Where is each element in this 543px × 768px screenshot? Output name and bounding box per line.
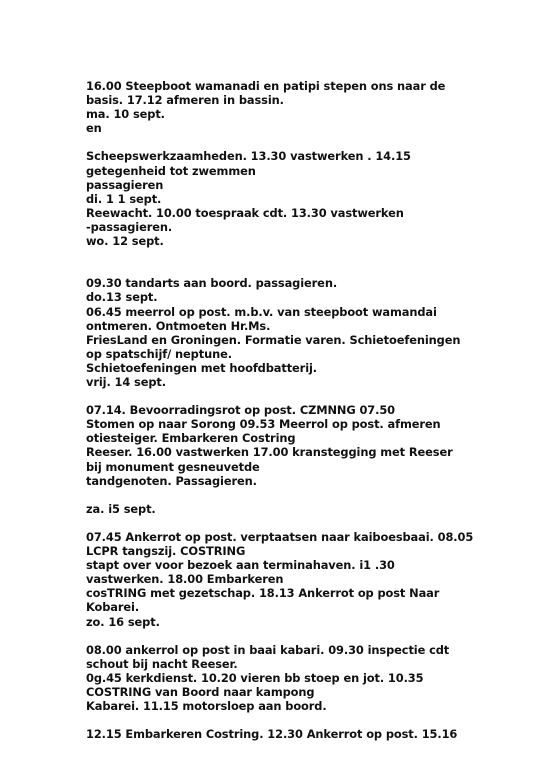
text-line: ontmeren. Ontmoeten Hr.Ms. bbox=[86, 318, 271, 333]
text-line: en bbox=[86, 121, 102, 136]
date-line: wo. 12 sept. bbox=[86, 234, 164, 249]
text-line: bij monument gesneuvetde bbox=[86, 459, 260, 474]
text-line: tandgenoten. Passagieren. bbox=[86, 473, 257, 488]
blank-line bbox=[86, 389, 506, 403]
blank-line bbox=[86, 248, 506, 262]
text-line: Stomen op naar Sorong 09.53 Meerrol op post. afmeren bbox=[86, 417, 441, 432]
text-line: stapt over voor bezoek aan terminahaven. i1 .30 bbox=[86, 558, 395, 573]
blank-line bbox=[86, 262, 506, 276]
text-line: 12.15 Embarkeren Costring. 12.30 Ankerrot op post. 15.16 bbox=[86, 727, 458, 742]
text-line: 16.00 Steepboot wamanadi en patipi stepen ons naar de bbox=[86, 79, 446, 93]
blank-line bbox=[86, 713, 506, 727]
text-line: Kabarei. 11.15 motorsloep aan boord. bbox=[86, 699, 327, 714]
text-line: Reeser. 16.00 vastwerken 17.00 kranstegging met Reeser bbox=[86, 445, 453, 460]
blank-line bbox=[86, 488, 506, 502]
text-line: basis. 17.12 afmeren in bassin. bbox=[86, 93, 284, 108]
text-line: 09.30 tandarts aan boord. passagieren. bbox=[86, 276, 338, 291]
date-line: vrij. 14 sept. bbox=[86, 374, 166, 389]
log-text bbox=[86, 79, 506, 741]
text-line: FriesLand en Groningen. Formatie varen. Schietoefeningen bbox=[86, 332, 461, 347]
text-line: passagieren bbox=[86, 177, 164, 192]
text-line: Reewacht. 10.00 toespraak cdt. 13.30 vastwerken bbox=[86, 205, 404, 220]
text-line: Scheepswerkzaamheden. 13.30 vastwerken . 14.15 bbox=[86, 149, 411, 164]
text-line: getegenheid tot zwemmen bbox=[86, 163, 256, 178]
text-line: LCPR tangszij. COSTRING bbox=[86, 544, 246, 559]
text-line: cosTRING met gezetschap. 18.13 Ankerrot op post Naar bbox=[86, 586, 440, 601]
text-line: Schietoefeningen met hoofdbatterij. bbox=[86, 360, 318, 375]
date-line: di. 1 1 sept. bbox=[86, 191, 162, 206]
text-line: COSTRING van Boord naar kampong bbox=[86, 685, 315, 700]
blank-line bbox=[86, 516, 506, 530]
date-line: za. i5 sept. bbox=[86, 501, 156, 516]
date-line: do.13 sept. bbox=[86, 290, 158, 305]
date-line: zo. 16 sept. bbox=[86, 614, 160, 629]
text-line: 08.00 ankerrol op post in baai kabari. 09.30 inspectie cdt bbox=[86, 642, 450, 657]
text-line: -passagieren. bbox=[86, 219, 173, 234]
blank-line bbox=[86, 135, 506, 149]
blank-line bbox=[86, 629, 506, 643]
text-line: op spatschijf/ neptune. bbox=[86, 346, 232, 361]
text-line: otiesteiger. Embarkeren Costring bbox=[86, 431, 296, 446]
text-line: 06.45 meerrol op post. m.b.v. van steepboot wamandai bbox=[86, 304, 437, 319]
text-line: 0g.45 kerkdienst. 10.20 vieren bb stoep en jot. 10.35 bbox=[86, 670, 424, 685]
date-line: ma. 10 sept. bbox=[86, 107, 165, 122]
text-line: 07.45 Ankerrot op post. verptaatsen naar kaiboesbaai. 08.05 bbox=[86, 530, 474, 544]
text-line: vastwerken. 18.00 Embarkeren bbox=[86, 572, 284, 587]
text-line: schout bij nacht Reeser. bbox=[86, 656, 238, 671]
text-line: 07.14. Bevoorradingsrot op post. CZMNNG 07.50 bbox=[86, 403, 395, 418]
text-line: Kobarei. bbox=[86, 600, 140, 615]
